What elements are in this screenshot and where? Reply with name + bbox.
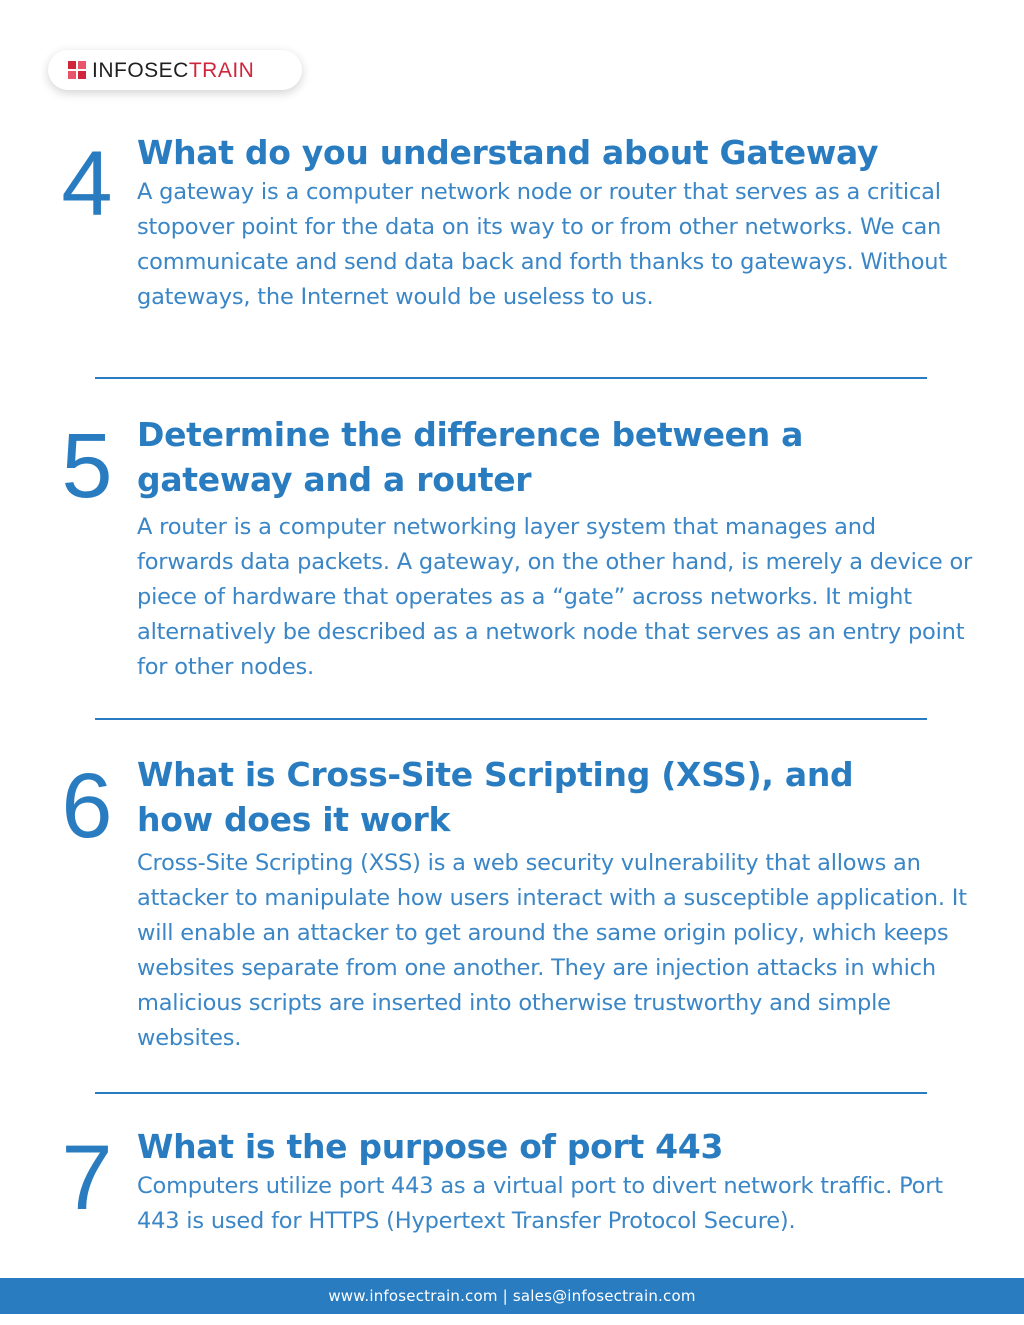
footer-contact[interactable]: www.infosectrain.com | sales@infosectrain.com xyxy=(328,1287,696,1305)
question-title: Determine the difference between a gateway and a router xyxy=(137,415,804,499)
logo-icon xyxy=(68,61,86,79)
question-title: What do you understand about Gateway xyxy=(137,133,879,172)
question-answer: A gateway is a computer network node or router that serves as a critical stopover point for the data on its way to or from other networks. We can communicate and send data back and forth thanks to gateways. Without gateways, the Internet would be useless to us. xyxy=(137,179,947,310)
question-answer: Computers utilize port 443 as a virtual port to divert network traffic. Port 443 is used for HTTPS (Hypertext Transfer Protocol Secure). xyxy=(137,1173,943,1234)
question-number: 6 xyxy=(61,755,113,857)
question-number: 5 xyxy=(61,415,113,517)
question-title: What is Cross-Site Scripting (XSS), and how does it work xyxy=(137,755,854,839)
brand-logo xyxy=(48,50,302,90)
footer-bar xyxy=(0,1278,1024,1314)
brand-name-accent: TRAIN xyxy=(188,58,255,82)
section-divider xyxy=(95,718,927,720)
question-title: What is the purpose of port 443 xyxy=(137,1127,724,1166)
brand-name xyxy=(92,60,254,81)
section-divider xyxy=(95,1092,927,1094)
question-answer: Cross-Site Scripting (XSS) is a web security vulnerability that allows an attacker to manipulate how users interact with a susceptible application. It will enable an attacker to get around the same origin policy, which keeps websites separate from one another. They are injection attacks in which malicious scripts are inserted into otherwise trustworthy and simple websites. xyxy=(137,850,967,1051)
question-answer: A router is a computer networking layer system that manages and forwards data packets. A gateway, on the other hand, is merely a device or piece of hardware that operates as a “gate” across networks. It might alternatively be described as a network node that serves as an entry point for other nodes. xyxy=(137,514,973,680)
brand-name-main: INFOSEC xyxy=(92,58,189,82)
question-number: 4 xyxy=(61,133,113,235)
section-divider xyxy=(95,377,927,379)
question-number: 7 xyxy=(61,1127,113,1229)
